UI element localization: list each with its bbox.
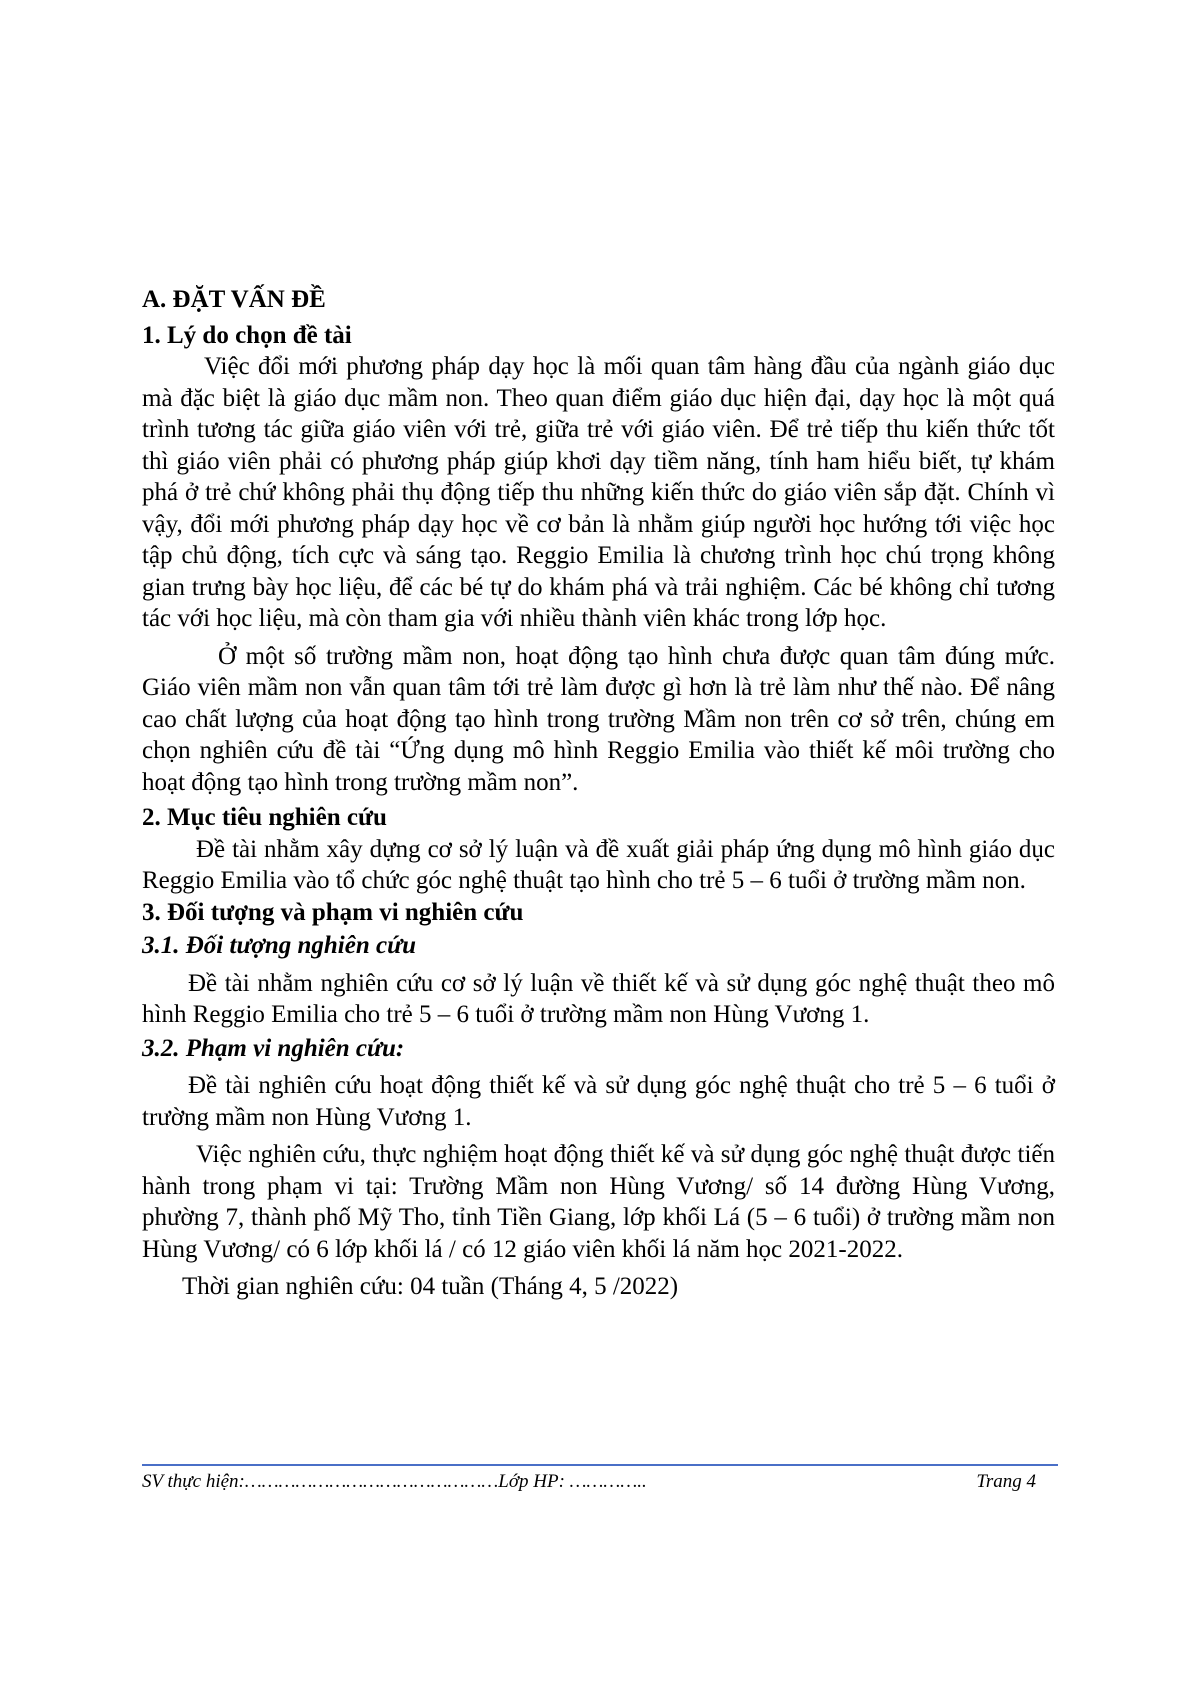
section-3-1-title: 3.1. Đối tượng nghiên cứu — [142, 932, 416, 959]
document-body — [142, 284, 1055, 1303]
footer-student-info: SV thực hiện:………………………………………Lớp HP: ………….. — [142, 1471, 647, 1492]
section-2-title: 2. Mục tiêu nghiên cứu — [142, 804, 387, 831]
page-footer — [142, 1464, 1058, 1494]
section-3-1-paragraph: Đề tài nhằm nghiên cứu cơ sở lý luận về thiết kế và sử dụng góc nghệ thuật theo mô hình Reggio Emilia cho trẻ 5 – 6 tuổi ở trường mầm non Hùng Vương 1. — [142, 969, 1055, 1028]
section-2-paragraph: Đề tài nhằm xây dựng cơ sở lý luận và đề xuất giải pháp ứng dụng mô hình giáo dục Reggio Emilia vào tổ chức góc nghệ thuật tạo hình cho trẻ 5 – 6 tuổi ở trường mầm non. — [142, 835, 1055, 894]
section-3-title: 3. Đối tượng và phạm vi nghiên cứu — [142, 898, 524, 926]
research-time: Thời gian nghiên cứu: 04 tuần (Tháng 4, 5 /2022) — [182, 1273, 679, 1300]
section-1-title: 1. Lý do chọn đề tài — [142, 321, 352, 349]
section-3-2-title: 3.2. Phạm vi nghiên cứu: — [142, 1034, 405, 1062]
section-3-2-paragraph-2: Việc nghiên cứu, thực nghiệm hoạt động thiết kế và sử dụng góc nghệ thuật được tiến hành trong phạm vi tại: Trường Mầm non Hùng Vương/ số 14 đường Hùng Vương, phường 7, thành phố Mỹ Tho, tỉnh Tiền Giang, lớp khối Lá (5 – 6 tuổi) ở trường mầm non Hùng Vương/ có 6 lớp khối lá / có 12 giáo viên khối lá năm học 2021-2022. — [142, 1141, 1055, 1263]
page-number: Trang 4 — [976, 1471, 1036, 1492]
heading-a: A. ĐẶT VẤN ĐỀ — [142, 286, 326, 313]
section-1-paragraph-2: Ở một số trường mầm non, hoạt động tạo hình chưa được quan tâm đúng mức. Giáo viên mầm non vẫn quan tâm tới trẻ làm được gì hơn là trẻ làm như thế nào. Để nâng cao chất lượng của hoạt động tạo hình trong trường Mầm non trên cơ sở trên, chúng em chọn nghiên cứu đề tài “Ứng dụng mô hình Reggio Emilia vào thiết kế môi trường cho hoạt động tạo hình trong trường mầm non”. — [142, 642, 1055, 796]
section-3-2-paragraph-1: Đề tài nghiên cứu hoạt động thiết kế và sử dụng góc nghệ thuật cho trẻ 5 – 6 tuổi ở trường mầm non Hùng Vương 1. — [142, 1072, 1055, 1131]
section-1-paragraph-1: Việc đổi mới phương pháp dạy học là mối quan tâm hàng đầu của ngành giáo dục mà đặc biệt là giáo dục mầm non. Theo quan điểm giáo dục hiện đại, dạy học là một quá trình tương tác giữa giáo viên với trẻ, giữa trẻ với giáo viên. Để trẻ tiếp thu kiến thức tốt thì giáo viên phải có phương pháp giúp khơi dạy tiềm năng, tính ham hiểu biết, tự khám phá ở trẻ chứ không phải thụ động tiếp thu những kiến thức do giáo viên sắp đặt. Chính vì vậy, đổi mới phương pháp dạy học về cơ bản là nhằm giúp người học hướng tới việc học tập chủ động, tích cực và sáng tạo. Reggio Emilia là chương trình học chú trọng không gian trưng bày học liệu, để các bé tự do khám phá và trải nghiệm. Các bé không chỉ tương tác với học liệu, mà còn tham gia với nhiều thành viên khác trong lớp học. — [142, 353, 1055, 632]
